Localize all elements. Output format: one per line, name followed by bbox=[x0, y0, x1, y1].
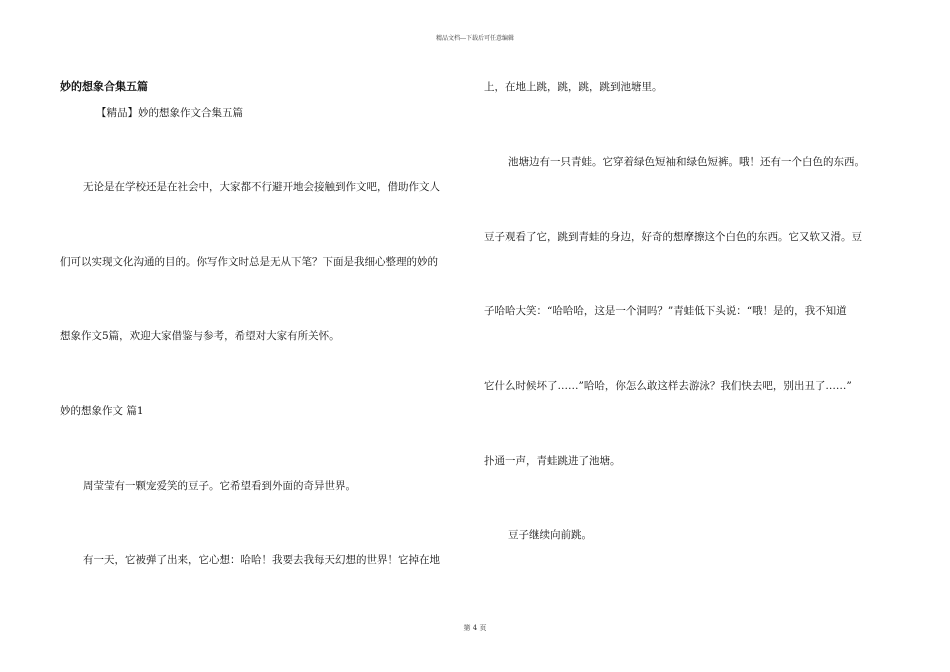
section-heading: 妙的想象作文 篇1 bbox=[60, 405, 144, 417]
page-number: 第 4 页 bbox=[463, 624, 487, 632]
paragraph-line: 们可以实现文化沟通的目的。你写作文时总是无从下笔？下面是我细心整理的妙的 bbox=[60, 256, 438, 268]
paragraph-line: 豆子观看了它，跳到青蛙的身边，好奇的想摩擦这个白色的东西。它又软又滑。豆 bbox=[484, 231, 862, 243]
paragraph-line: 它什么时候坏了……”哈哈，你怎么敢这样去游泳？我们快去吧，别出丑了……” bbox=[484, 380, 852, 392]
paragraph-line: 子哈哈大笑：“哈哈哈，这是一个洞吗？”青蛙低下头说：“哦！是的，我不知道 bbox=[484, 305, 847, 317]
paragraph-line: 扑通一声，青蛙跳进了池塘。 bbox=[484, 455, 621, 467]
document-title: 妙的想象合集五篇 bbox=[60, 80, 148, 93]
paragraph-line: 池塘边有一只青蛙。它穿着绿色短袖和绿色短裤。哦！还有一个白色的东西。 bbox=[508, 156, 865, 168]
paragraph-line: 想象作文5篇，欢迎大家借鉴与参考，希望对大家有所关怀。 bbox=[60, 330, 340, 342]
paragraph-line: 周莹莹有一颗宠爱笑的豆子。它希望看到外面的奇异世界。 bbox=[83, 480, 356, 492]
document-subtitle: 【精品】妙的想象作文合集五篇 bbox=[96, 107, 243, 119]
page-header: 精品文档---下载后可任意编辑 bbox=[435, 35, 515, 42]
paragraph-line: 有一天，它被弹了出来，它心想：哈哈！我要去我每天幻想的世界！它掉在地 bbox=[83, 554, 440, 566]
paragraph-line: 豆子继续向前跳。 bbox=[508, 529, 592, 541]
paragraph-line: 上，在地上跳，跳，跳，跳到池塘里。 bbox=[484, 81, 663, 93]
paragraph-line: 无论是在学校还是在社会中，大家都不行避开地会接触到作文吧，借助作文人 bbox=[83, 181, 440, 193]
